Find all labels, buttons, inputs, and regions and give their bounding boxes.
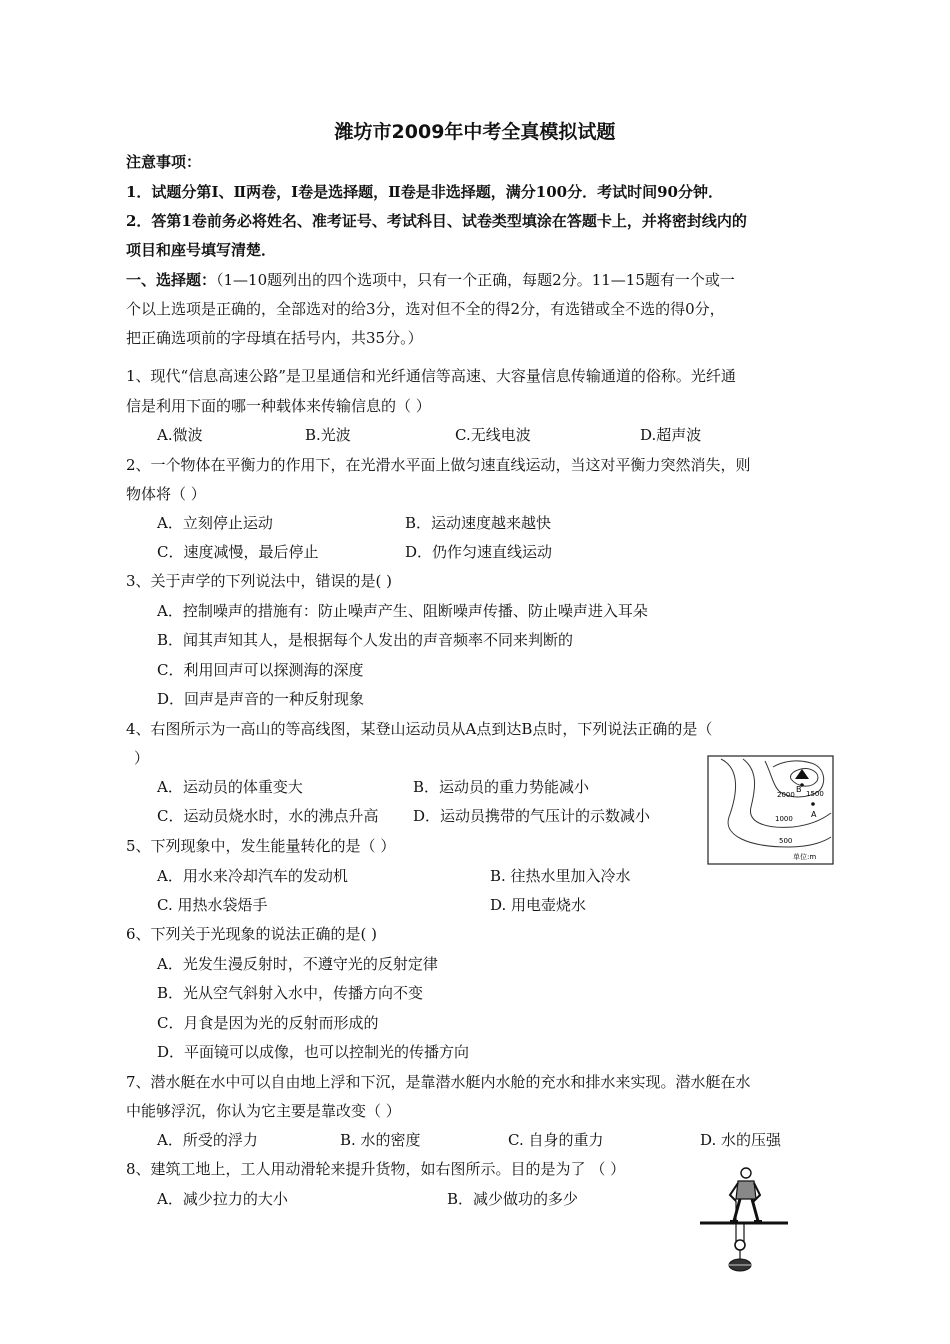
q3-option-d: D．回声是声音的一种反射现象 xyxy=(157,690,365,708)
contour-map-figure xyxy=(707,755,834,865)
q4-stem-cont: ） xyxy=(134,749,150,767)
contour-label-1500: 1500 xyxy=(806,790,824,798)
q3-option-b: B．闻其声知其人，是根据每个人发出的声音频率不同来判断的 xyxy=(157,631,574,649)
map-unit-label: 单位:m xyxy=(793,853,817,861)
q7-option-b: B. 水的密度 xyxy=(340,1131,421,1149)
q6-option-c: C．月食是因为光的反射而形成的 xyxy=(157,1014,379,1032)
q8-option-b: B．减少做功的多少 xyxy=(447,1190,579,1208)
q2-stem-cont: 物体将（ ） xyxy=(126,485,206,503)
q2-option-d: D．仍作匀速直线运动 xyxy=(405,543,553,561)
q2-option-c: C．速度减慢，最后停止 xyxy=(157,543,319,561)
notice-item-2-cont: 项目和座号填写清楚． xyxy=(126,241,277,259)
q4-option-a: A．运动员的体重变大 xyxy=(157,778,303,796)
q1-stem-cont: 信是利用下面的哪一种载体来传输信息的（ ） xyxy=(126,397,431,415)
q5-option-a: A．用水来冷却汽车的发动机 xyxy=(157,867,348,885)
q2-option-a: A．立刻停止运动 xyxy=(157,514,273,532)
q7-option-c: C. 自身的重力 xyxy=(508,1131,604,1149)
section-intro-text: （1—10题列出的四个选项中，只有一个正确，每题2分。11—15题有一个或一 xyxy=(216,271,735,289)
contour-label-500: 500 xyxy=(779,837,793,845)
map-point-b: B xyxy=(796,785,802,794)
q2-stem: 2、一个物体在平衡力的作用下，在光滑水平面上做匀速直线运动，当这对平衡力突然消失，则 xyxy=(126,456,751,474)
q6-stem: 6、下列关于光现象的说法正确的是( ) xyxy=(126,925,378,943)
pulley-icon xyxy=(735,1240,745,1250)
notice-item-2: 2．答第1卷前务必将姓名、准考证号、考试科目、试卷类型填涂在答题卡上，并将密封线内的 xyxy=(126,212,747,230)
q8-stem: 8、建筑工地上，工人用动滑轮来提升货物，如右图所示。目的是为了 （ ） xyxy=(126,1160,626,1178)
section-intro-line-3: 把正确选项前的字母填在括号内，共35分。） xyxy=(126,329,423,347)
section-heading: 一、选择题： xyxy=(126,271,217,289)
contour-label-1000: 1000 xyxy=(775,815,793,823)
q7-option-a: A．所受的浮力 xyxy=(157,1131,258,1149)
q1-option-d: D.超声波 xyxy=(640,426,702,444)
notice-heading: 注意事项： xyxy=(126,153,202,171)
q8-option-a: A．减少拉力的大小 xyxy=(157,1190,288,1208)
notice-item-1: 1．试题分第I、Ⅱ两卷，I卷是选择题，Ⅱ卷是非选择题，满分100分．考试时间90分钟． xyxy=(126,183,723,201)
q5-option-d: D. 用电壶烧水 xyxy=(490,896,587,914)
q7-stem-cont: 中能够浮沉，你认为它主要是靠改变（ ） xyxy=(126,1102,401,1120)
q7-stem: 7、潜水艇在水中可以自由地上浮和下沉，是靠潜水艇内水舱的充水和排水来实现。潜水艇在水 xyxy=(126,1073,751,1091)
q5-stem: 5、下列现象中，发生能量转化的是（ ） xyxy=(126,837,396,855)
q1-option-b: B.光波 xyxy=(305,426,351,444)
section-intro-line-2: 个以上选项是正确的，全部选对的给3分，选对但不全的得2分，有选错或全不选的得0分， xyxy=(126,300,725,318)
q5-option-b: B. 往热水里加入冷水 xyxy=(490,867,631,885)
q1-stem: 1、现代“信息高速公路”是卫星通信和光纤通信等高速、大容量信息传输通道的俗称。光纤通 xyxy=(126,367,736,385)
q6-option-b: B．光从空气斜射入水中，传播方向不变 xyxy=(157,984,424,1002)
q4-option-c: C．运动员烧水时，水的沸点升高 xyxy=(157,807,379,825)
map-point-a: A xyxy=(811,810,817,819)
contour-label-2000: 2000 xyxy=(777,791,795,799)
q3-stem: 3、关于声学的下列说法中，错误的是( ) xyxy=(126,572,393,590)
q1-option-c: C.无线电波 xyxy=(455,426,531,444)
q4-stem: 4、右图所示为一高山的等高线图，某登山运动员从A点到达B点时，下列说法正确的是（ xyxy=(126,720,713,738)
page-title: 潍坊市2009年中考全真模拟试题 xyxy=(334,121,616,143)
q4-option-d: D．运动员携带的气压计的示数减小 xyxy=(413,807,651,825)
q6-option-a: A．光发生漫反射时，不遵守光的反射定律 xyxy=(157,955,438,973)
q5-option-c: C. 用热水袋焐手 xyxy=(157,896,268,914)
q7-option-d: D. 水的压强 xyxy=(700,1131,782,1149)
q1-option-a: A.微波 xyxy=(157,426,203,444)
q3-option-a: A．控制噪声的措施有：防止噪声产生、阻断噪声传播、防止噪声进入耳朵 xyxy=(157,602,648,620)
worker-icon xyxy=(730,1168,762,1221)
q3-option-c: C．利用回声可以探测海的深度 xyxy=(157,661,364,679)
q2-option-b: B．运动速度越来越快 xyxy=(405,514,552,532)
q6-option-d: D．平面镜可以成像，也可以控制光的传播方向 xyxy=(157,1043,470,1061)
pulley-worker-figure xyxy=(700,1165,788,1279)
section-intro xyxy=(126,270,735,290)
q4-option-b: B．运动员的重力势能减小 xyxy=(413,778,590,796)
